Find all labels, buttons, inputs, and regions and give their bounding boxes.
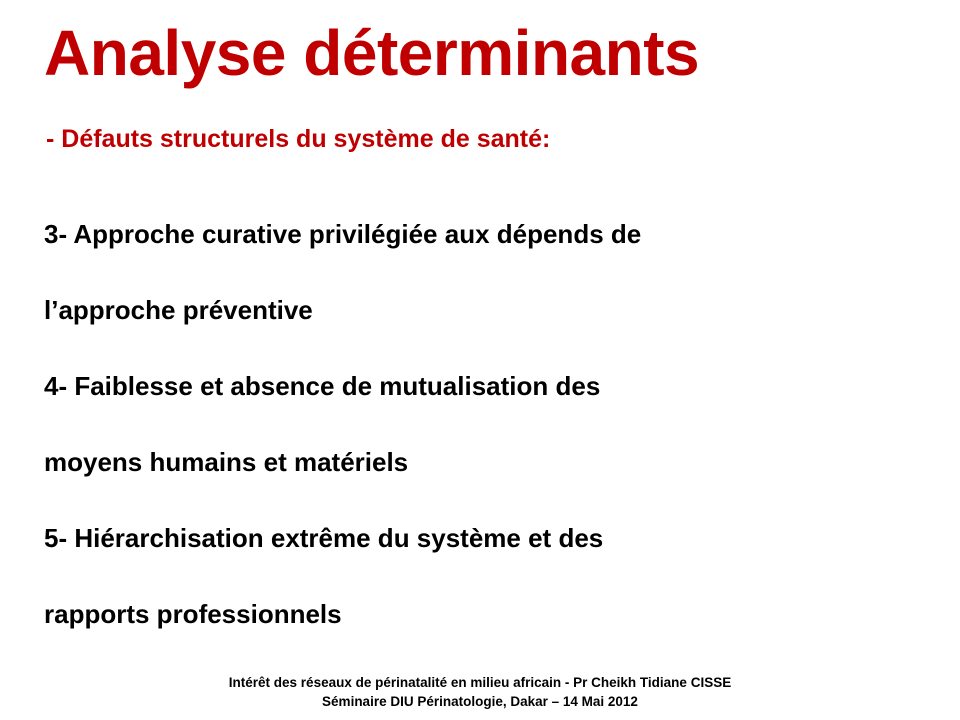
bullet-point-5-line-2: rapports professionnels (44, 599, 342, 629)
bullet-point-4-line-1: 4- Faiblesse et absence de mutualisation des (44, 371, 601, 401)
bullet-point-4 (44, 348, 934, 500)
bullet-point-4-line-2: moyens humains et matériels (44, 447, 409, 477)
slide-title: Analyse déterminants (44, 17, 700, 89)
slide-body (44, 196, 934, 652)
footer-line-1: Intérêt des réseaux de périnatalité en milieu africain - Pr Cheikh Tidiane CISSE (228, 674, 732, 690)
bullet-point-3-line-2: l’approche préventive (44, 295, 313, 325)
bullet-point-3 (44, 196, 934, 348)
footer-line-2: Séminaire DIU Périnatologie, Dakar – 14 Mai 2012 (322, 694, 638, 710)
slide-footer (0, 673, 960, 712)
bullet-point-3-line-1: 3- Approche curative privilégiée aux dépends de (44, 219, 642, 249)
bullet-point-5-line-1: 5- Hiérarchisation extrême du système et des (44, 523, 604, 553)
bullet-point-5 (44, 500, 934, 652)
slide-subtitle: - Défauts structurels du système de santé: (46, 125, 551, 153)
